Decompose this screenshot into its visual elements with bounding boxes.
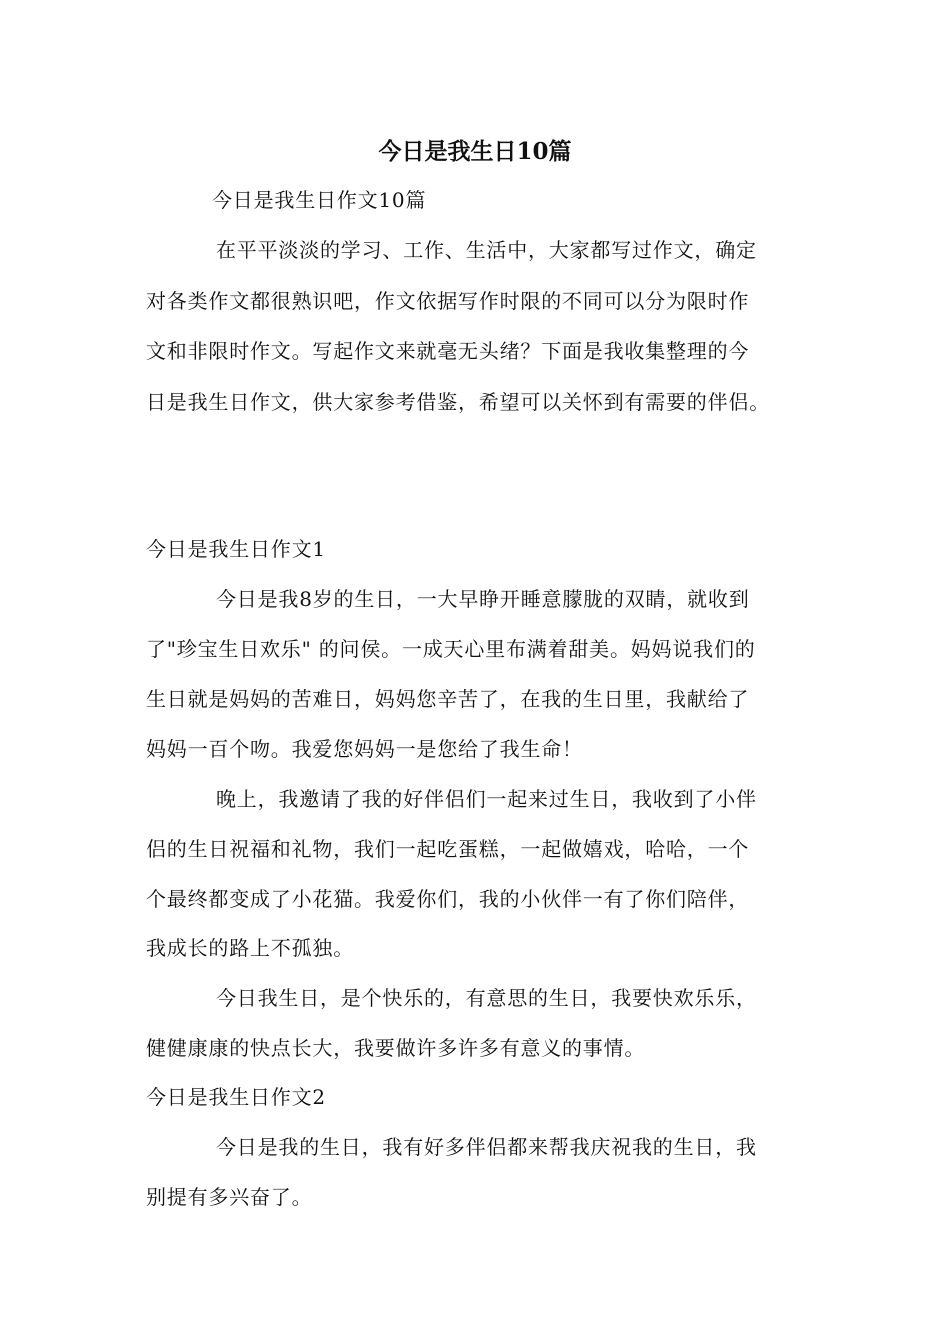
text-line: 在平平淡淡的学习、工作、生活中，大家都写过作文，确定 (216, 238, 757, 262)
text-line: 生日就是妈妈的苦难日，妈妈您辛苦了，在我的生日里，我献给了 (146, 687, 750, 711)
text-line: 健健康康的快点长大，我要做许多许多有意义的事情。 (146, 1036, 646, 1060)
text-line: 文和非限时作文。写起作文来就毫无头绪？下面是我收集整理的今 (146, 339, 750, 363)
text-line: 对各类作文都很熟识吧，作文依据写作时限的不同可以分为限时作 (146, 289, 750, 313)
text-line: 侣的生日祝福和礼物，我们一起吃蛋糕，一起做嬉戏，哈哈，一个 (146, 837, 750, 861)
text-line: 我成长的路上不孤独。 (146, 936, 354, 960)
text-line: 个最终都变成了小花猫。我爱你们，我的小伙伴一有了你们陪伴， (146, 887, 750, 911)
text-line: 妈妈一百个吻。我爱您妈妈一是您给了我生命！ (146, 737, 583, 761)
text-line: 今日我生日，是个快乐的，有意思的生日，我要快欢乐乐， (216, 986, 757, 1010)
text-line: 今日是我8岁的生日，一大早睁开睡意朦胧的双睛，就收到 (216, 587, 750, 611)
text-line: 日是我生日作文，供大家参考借鉴，希望可以关怀到有需要的伴侣。 (146, 390, 770, 414)
document-title: 今日是我生日10篇 (378, 138, 572, 165)
essay1-heading: 今日是我生日作文1 (146, 537, 326, 561)
essay2-heading: 今日是我生日作文2 (146, 1085, 326, 1109)
document-subtitle: 今日是我生日作文10篇 (212, 188, 427, 212)
text-line: 别提有多兴奋了。 (146, 1185, 313, 1209)
text-line: 晚上，我邀请了我的好伴侣们一起来过生日，我收到了小伴 (216, 787, 757, 811)
text-line: 今日是我的生日，我有好多伴侣都来帮我庆祝我的生日，我 (216, 1135, 757, 1159)
text-line: 了"珍宝生日欢乐" 的问侯。一成天心里布满着甜美。妈妈说我们的 (146, 637, 756, 661)
